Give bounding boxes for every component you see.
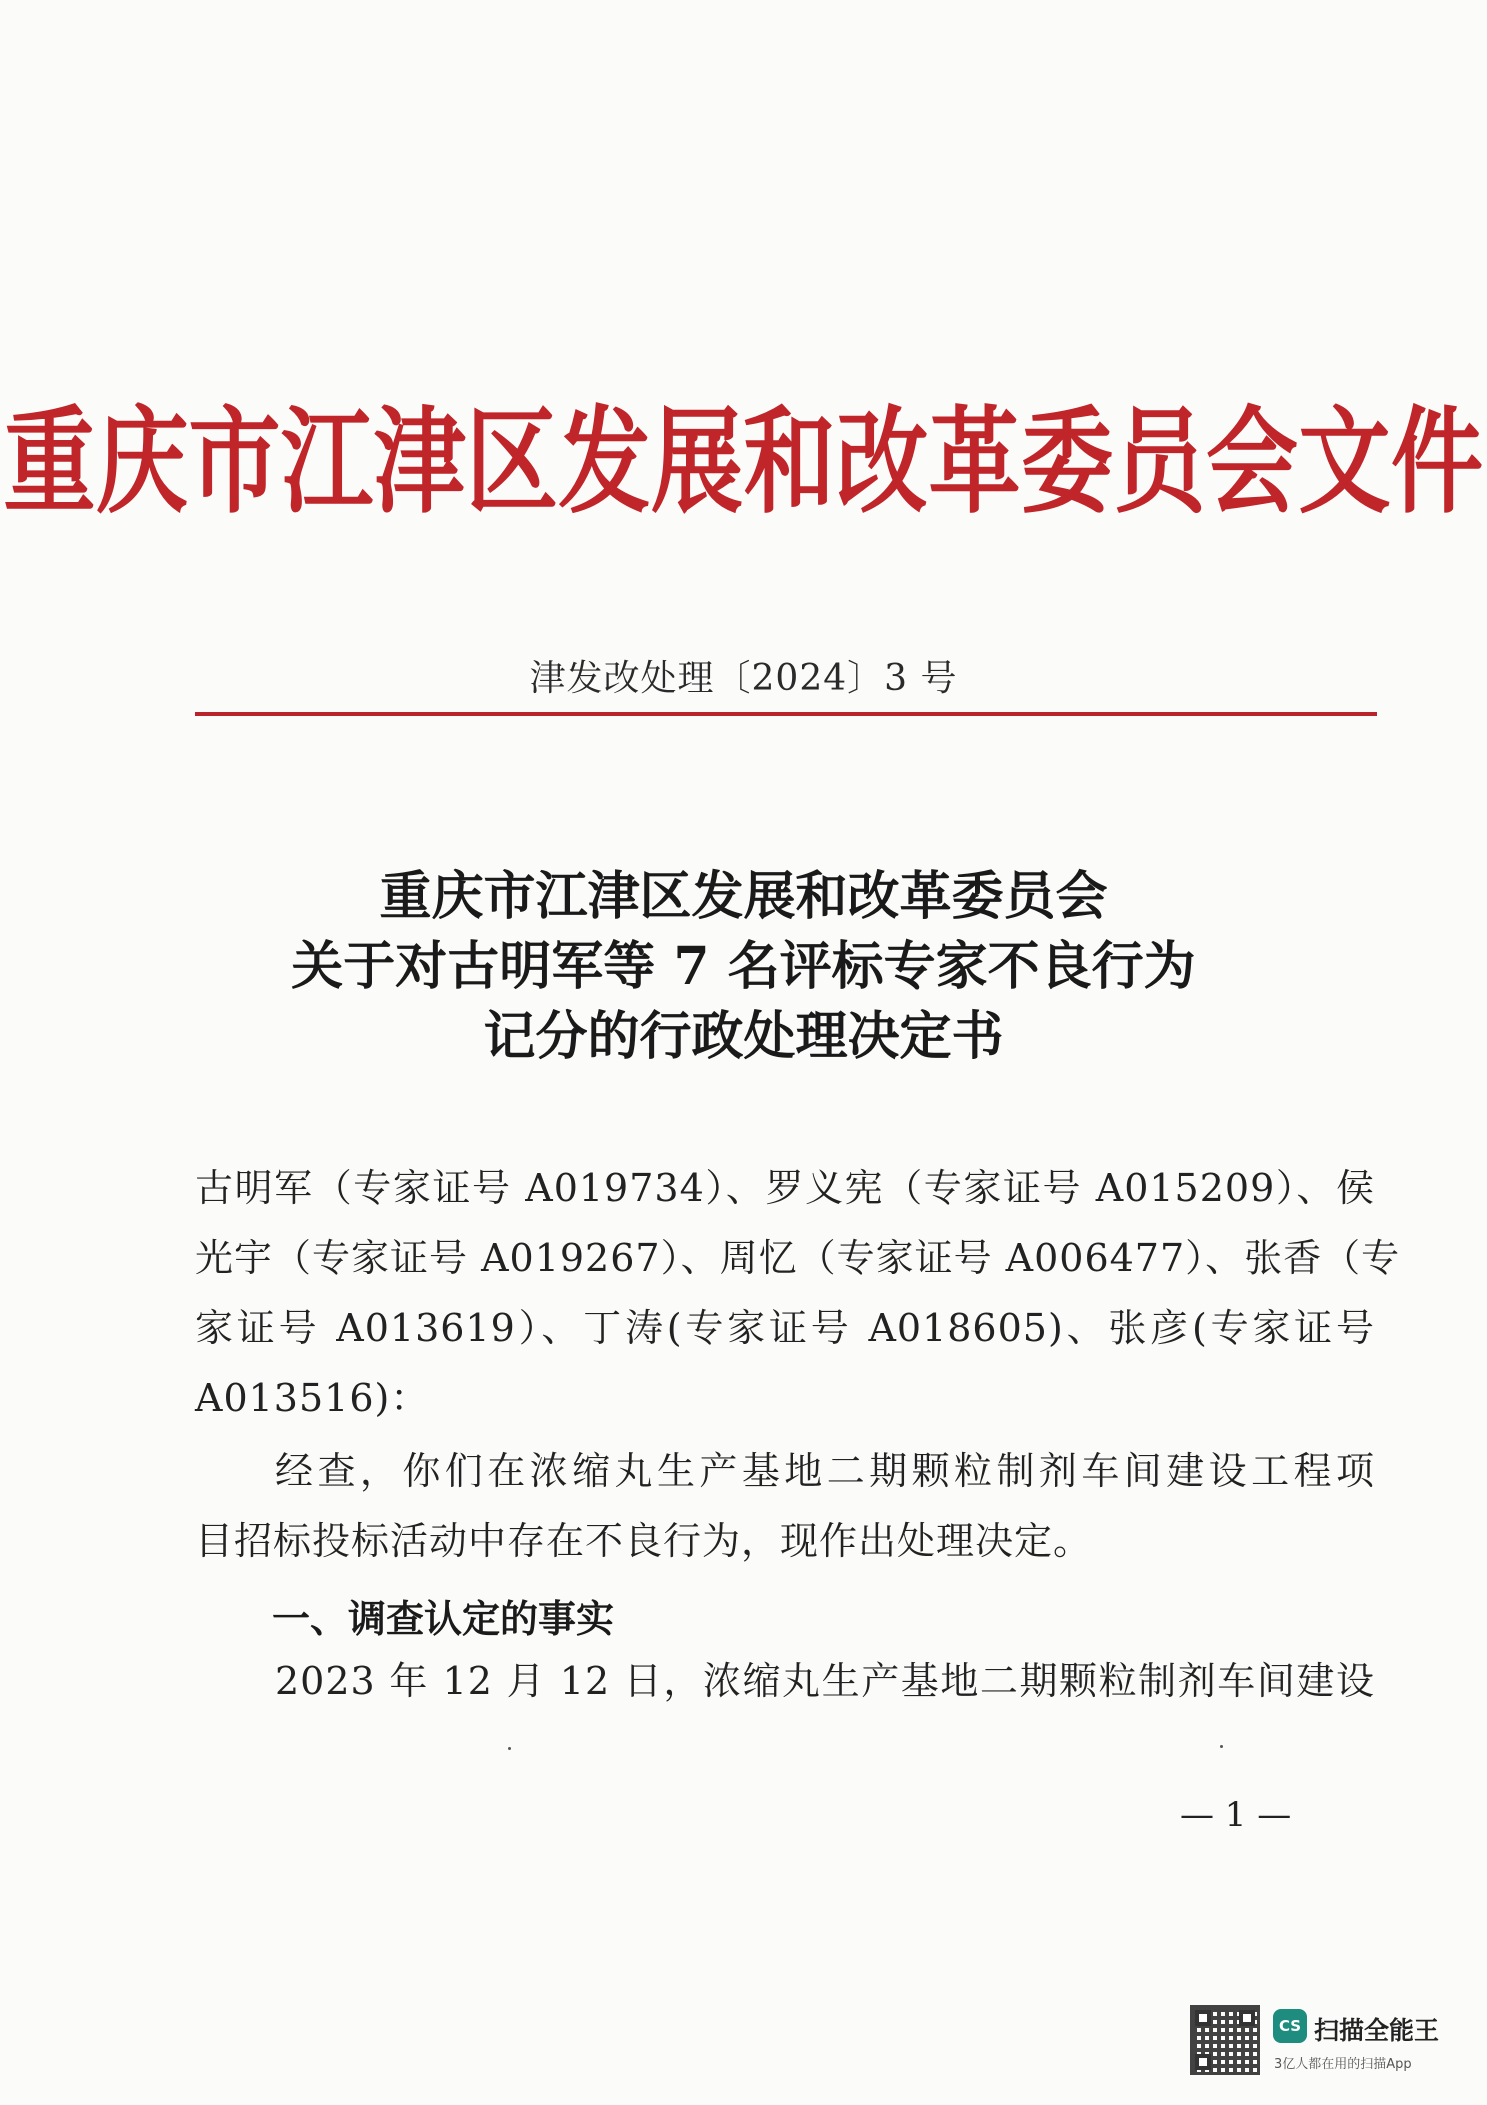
section-heading: 一、调查认定的事实 — [272, 1597, 615, 1641]
camscanner-logo-icon: CS — [1273, 2009, 1307, 2043]
title-line: 重庆市江津区发展和改革委员会 — [379, 866, 1108, 927]
qr-code-icon — [1190, 2005, 1260, 2075]
section-body-line: 2023 年 12 月 12 日，浓缩丸生产基地二期颗粒制剂车间建设 — [275, 1659, 1375, 1703]
recipients-line: 家证号 A013619）、丁涛(专家证号 A018605)、张彦(专家证号 — [195, 1306, 1375, 1350]
title-line: 关于对古明军等 7 名评标专家不良行为 — [291, 936, 1196, 997]
intro-paragraph-line: 经查，你们在浓缩丸生产基地二期颗粒制剂车间建设工程项 — [275, 1449, 1375, 1493]
document-title — [0, 862, 1487, 1072]
document-number: 津发改处理〔2024〕3 号 — [529, 658, 958, 699]
red-divider-line — [195, 712, 1377, 716]
scan-speck — [508, 1747, 511, 1750]
scanner-watermark — [1190, 2005, 1460, 2085]
page-number: — 1 — — [1180, 1795, 1292, 1835]
intro-paragraph-line: 目招标投标活动中存在不良行为，现作出处理决定。 — [195, 1519, 1093, 1563]
recipients-line: A013516)： — [195, 1376, 430, 1420]
brand-slogan: 3亿人都在用的扫描App — [1274, 2057, 1412, 2072]
brand-name: 扫描全能王 — [1314, 2016, 1440, 2045]
document-header-title: 重庆市江津区发展和改革委员会文件 — [3, 393, 1484, 529]
recipients-line: 古明军（专家证号 A019734）、罗义宪（专家证号 A015209）、侯 — [195, 1166, 1375, 1210]
scan-speck — [1220, 1745, 1223, 1748]
title-line: 记分的行政处理决定书 — [483, 1006, 1004, 1067]
recipients-line: 光宇（专家证号 A019267）、周忆（专家证号 A006477）、张香（专 — [195, 1236, 1401, 1280]
